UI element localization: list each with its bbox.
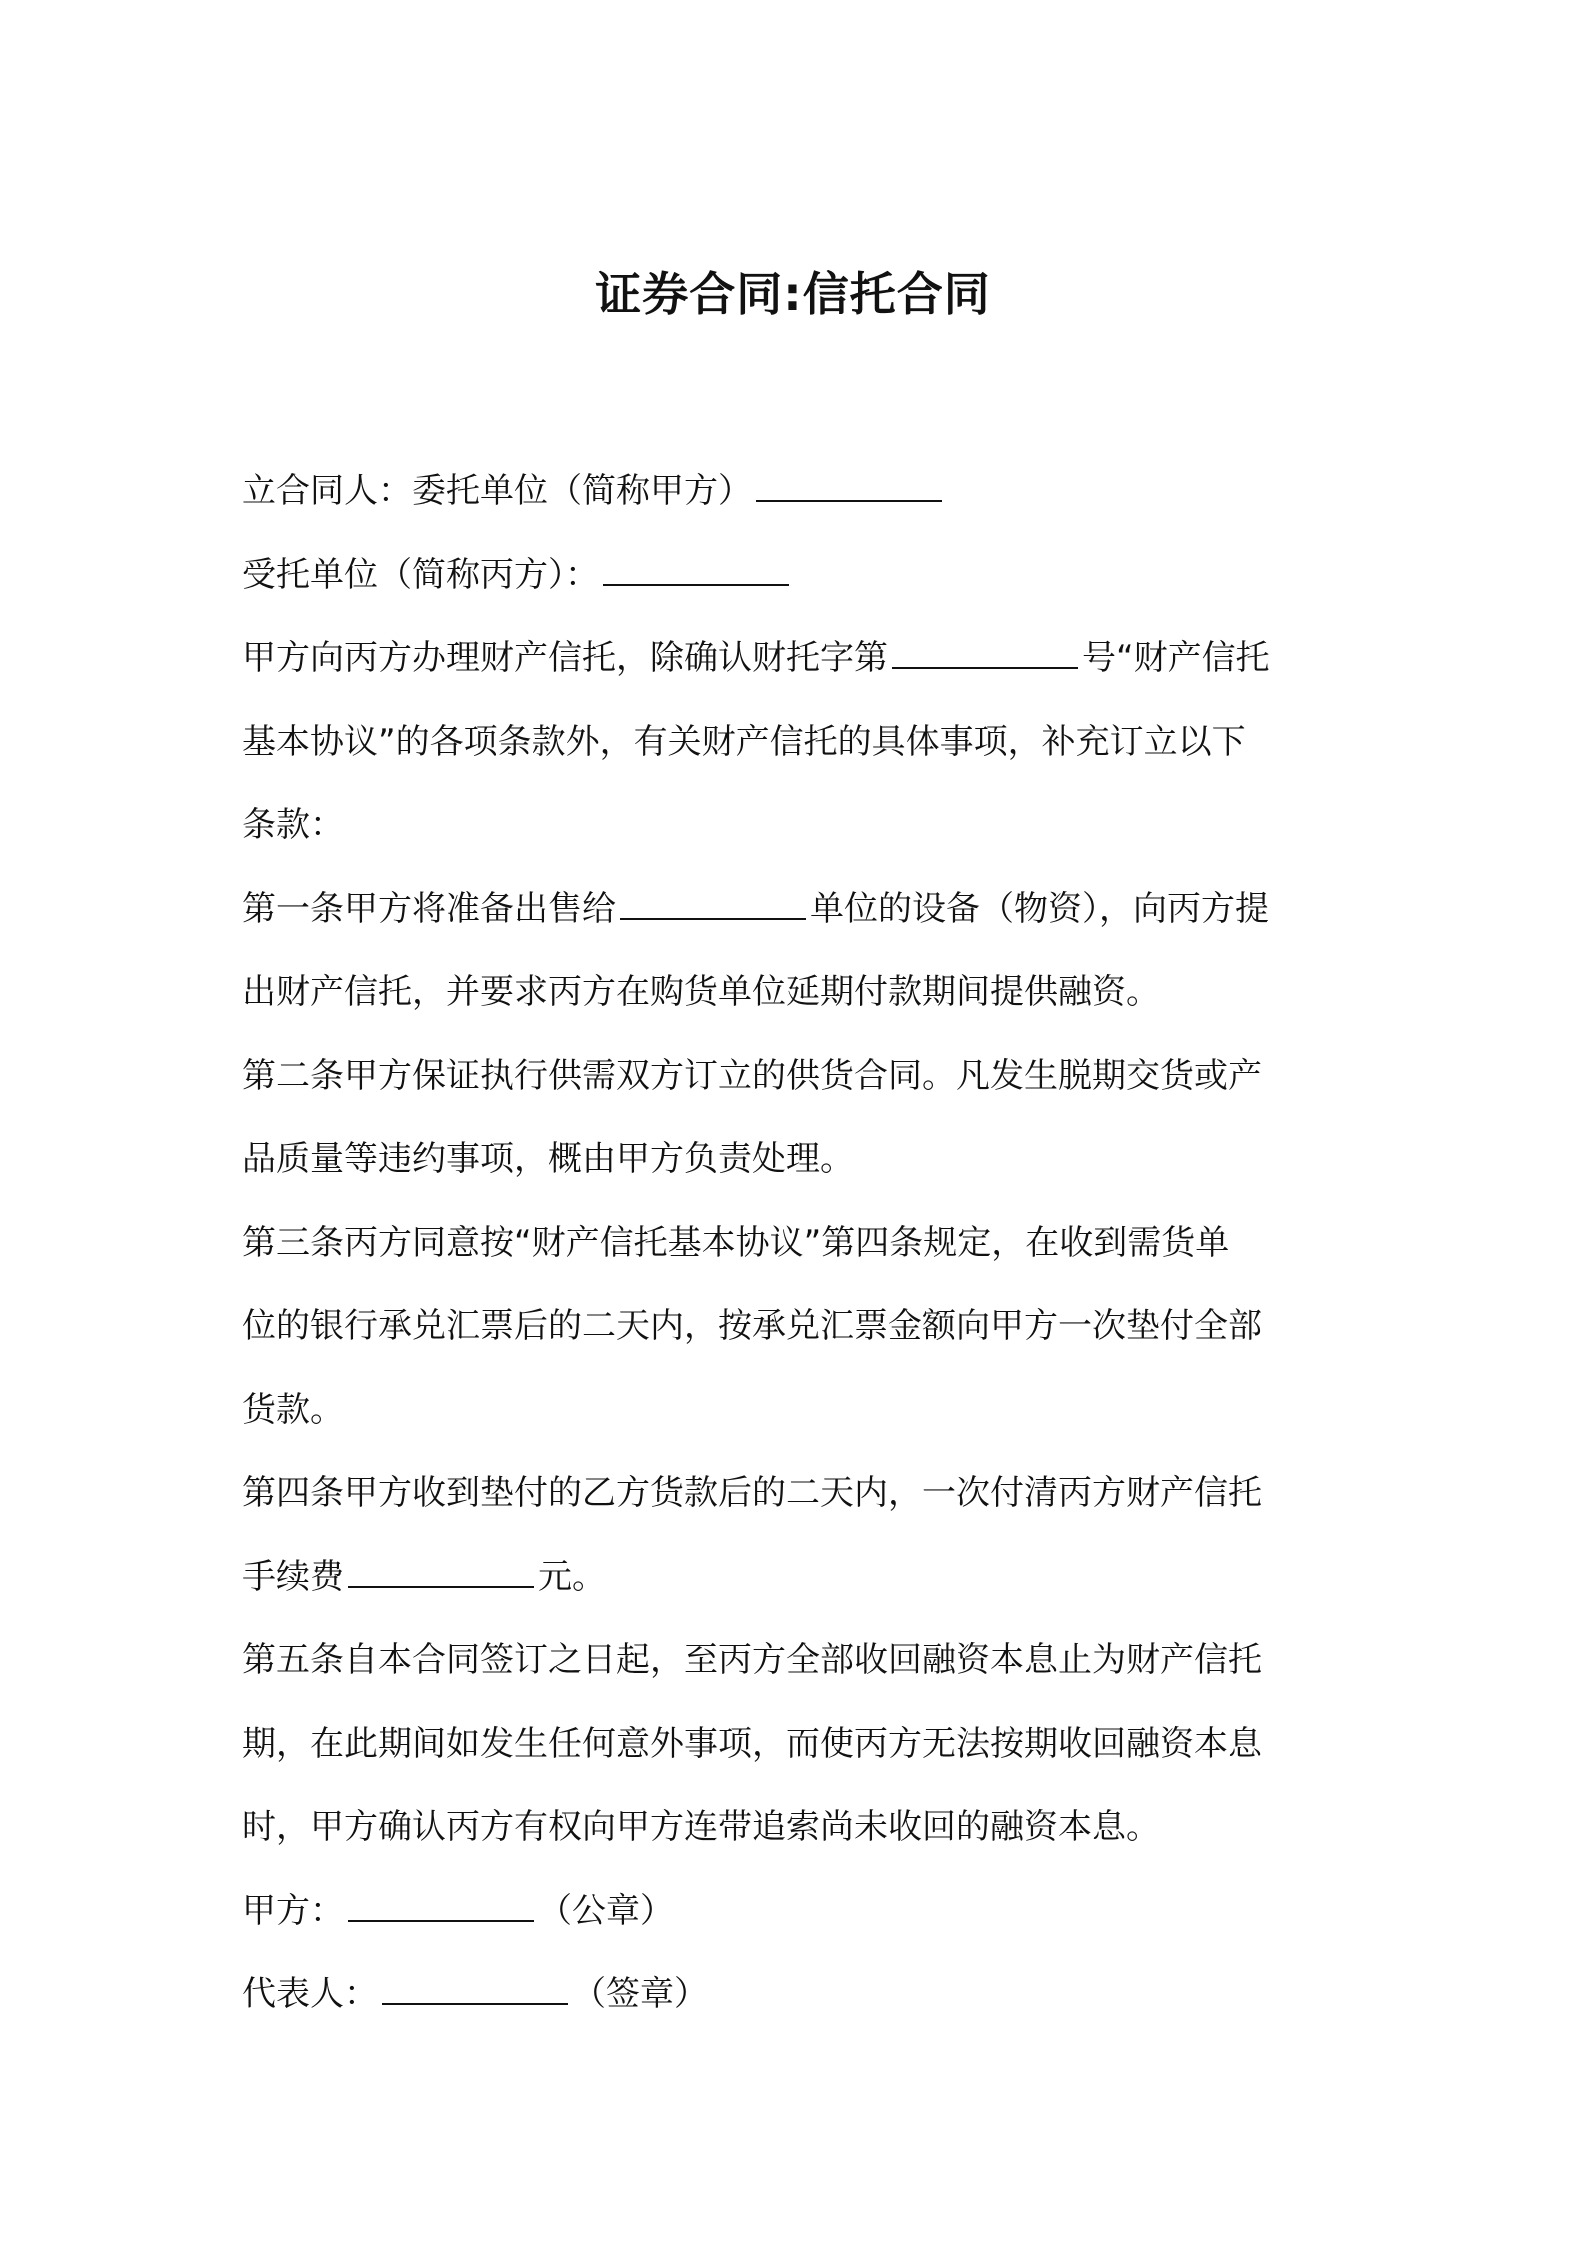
article-4-line-2 [242, 1536, 1352, 1620]
blank-field-party-a [756, 468, 942, 502]
article-1-line-2: 出财产信托，并要求丙方在购货单位延期付款期间提供融资。 [242, 972, 1160, 1012]
preamble-line-2: 基本协议”的各项条款外，有关财产信托的具体事项，补充订立以下 [242, 721, 1246, 762]
text-segment: （公章） [538, 1890, 674, 1931]
article-1-line-1 [242, 868, 1352, 952]
blank-field-buyer [620, 886, 806, 920]
preamble-line-3: 条款： [242, 805, 344, 845]
contract-party-line [242, 450, 1352, 534]
article-4-line-1: 第四条甲方收到垫付的乙方货款后的二天内，一次付清丙方财产信托 [242, 1473, 1262, 1513]
article-2-line-1: 第二条甲方保证执行供需双方订立的供货合同。凡发生脱期交货或产 [242, 1055, 1262, 1096]
article-5-line-1: 第五条自本合同签订之日起，至丙方全部收回融资本息止为财产信托 [242, 1640, 1262, 1680]
trustee-line [242, 534, 1352, 618]
text-segment: 单位的设备（物资），向丙方提 [810, 888, 1269, 929]
text-segment: 代表人： [242, 1974, 378, 2014]
article-5-line-2: 期，在此期间如发生任何意外事项，而使丙方无法按期收回融资本息 [242, 1723, 1262, 1764]
article-3-line-1: 第三条丙方同意按“财产信托基本协议”第四条规定，在收到需货单 [242, 1222, 1230, 1263]
text-segment: （签章） [572, 1974, 708, 2014]
blank-field-party-a-signature [348, 1888, 534, 1922]
text-segment: 第一条甲方将准备出售给 [242, 888, 616, 929]
signature-representative-line [242, 1953, 1352, 2037]
blank-field-agreement-number [892, 635, 1078, 669]
article-3-line-2: 位的银行承兑汇票后的二天内，按承兑汇票金额向甲方一次垫付全部 [242, 1306, 1262, 1346]
blank-field-representative-signature [382, 1971, 568, 2005]
blank-field-fee [348, 1554, 534, 1588]
text-segment: 甲方向丙方办理财产信托，除确认财托字第 [242, 638, 888, 678]
document-title: 证券合同:信托合同 [595, 267, 991, 321]
article-2-line-2: 品质量等违约事项，概由甲方负责处理。 [242, 1139, 854, 1179]
text-segment: 立合同人：委托单位（简称甲方） [242, 471, 752, 511]
article-5-line-3: 时，甲方确认丙方有权向甲方连带追索尚未收回的融资本息。 [242, 1807, 1160, 1847]
blank-field-party-c [603, 552, 789, 586]
signature-party-a-line [242, 1870, 1352, 1954]
text-segment: 手续费 [242, 1556, 344, 1597]
preamble-line-1 [242, 617, 1352, 701]
article-3-line-3: 货款。 [242, 1389, 344, 1430]
text-segment: 号“财产信托 [1082, 638, 1270, 678]
text-segment: 甲方： [242, 1890, 344, 1931]
text-segment: 元。 [538, 1556, 606, 1597]
document-body [242, 450, 1352, 2037]
text-segment: 受托单位（简称丙方）： [242, 554, 599, 595]
